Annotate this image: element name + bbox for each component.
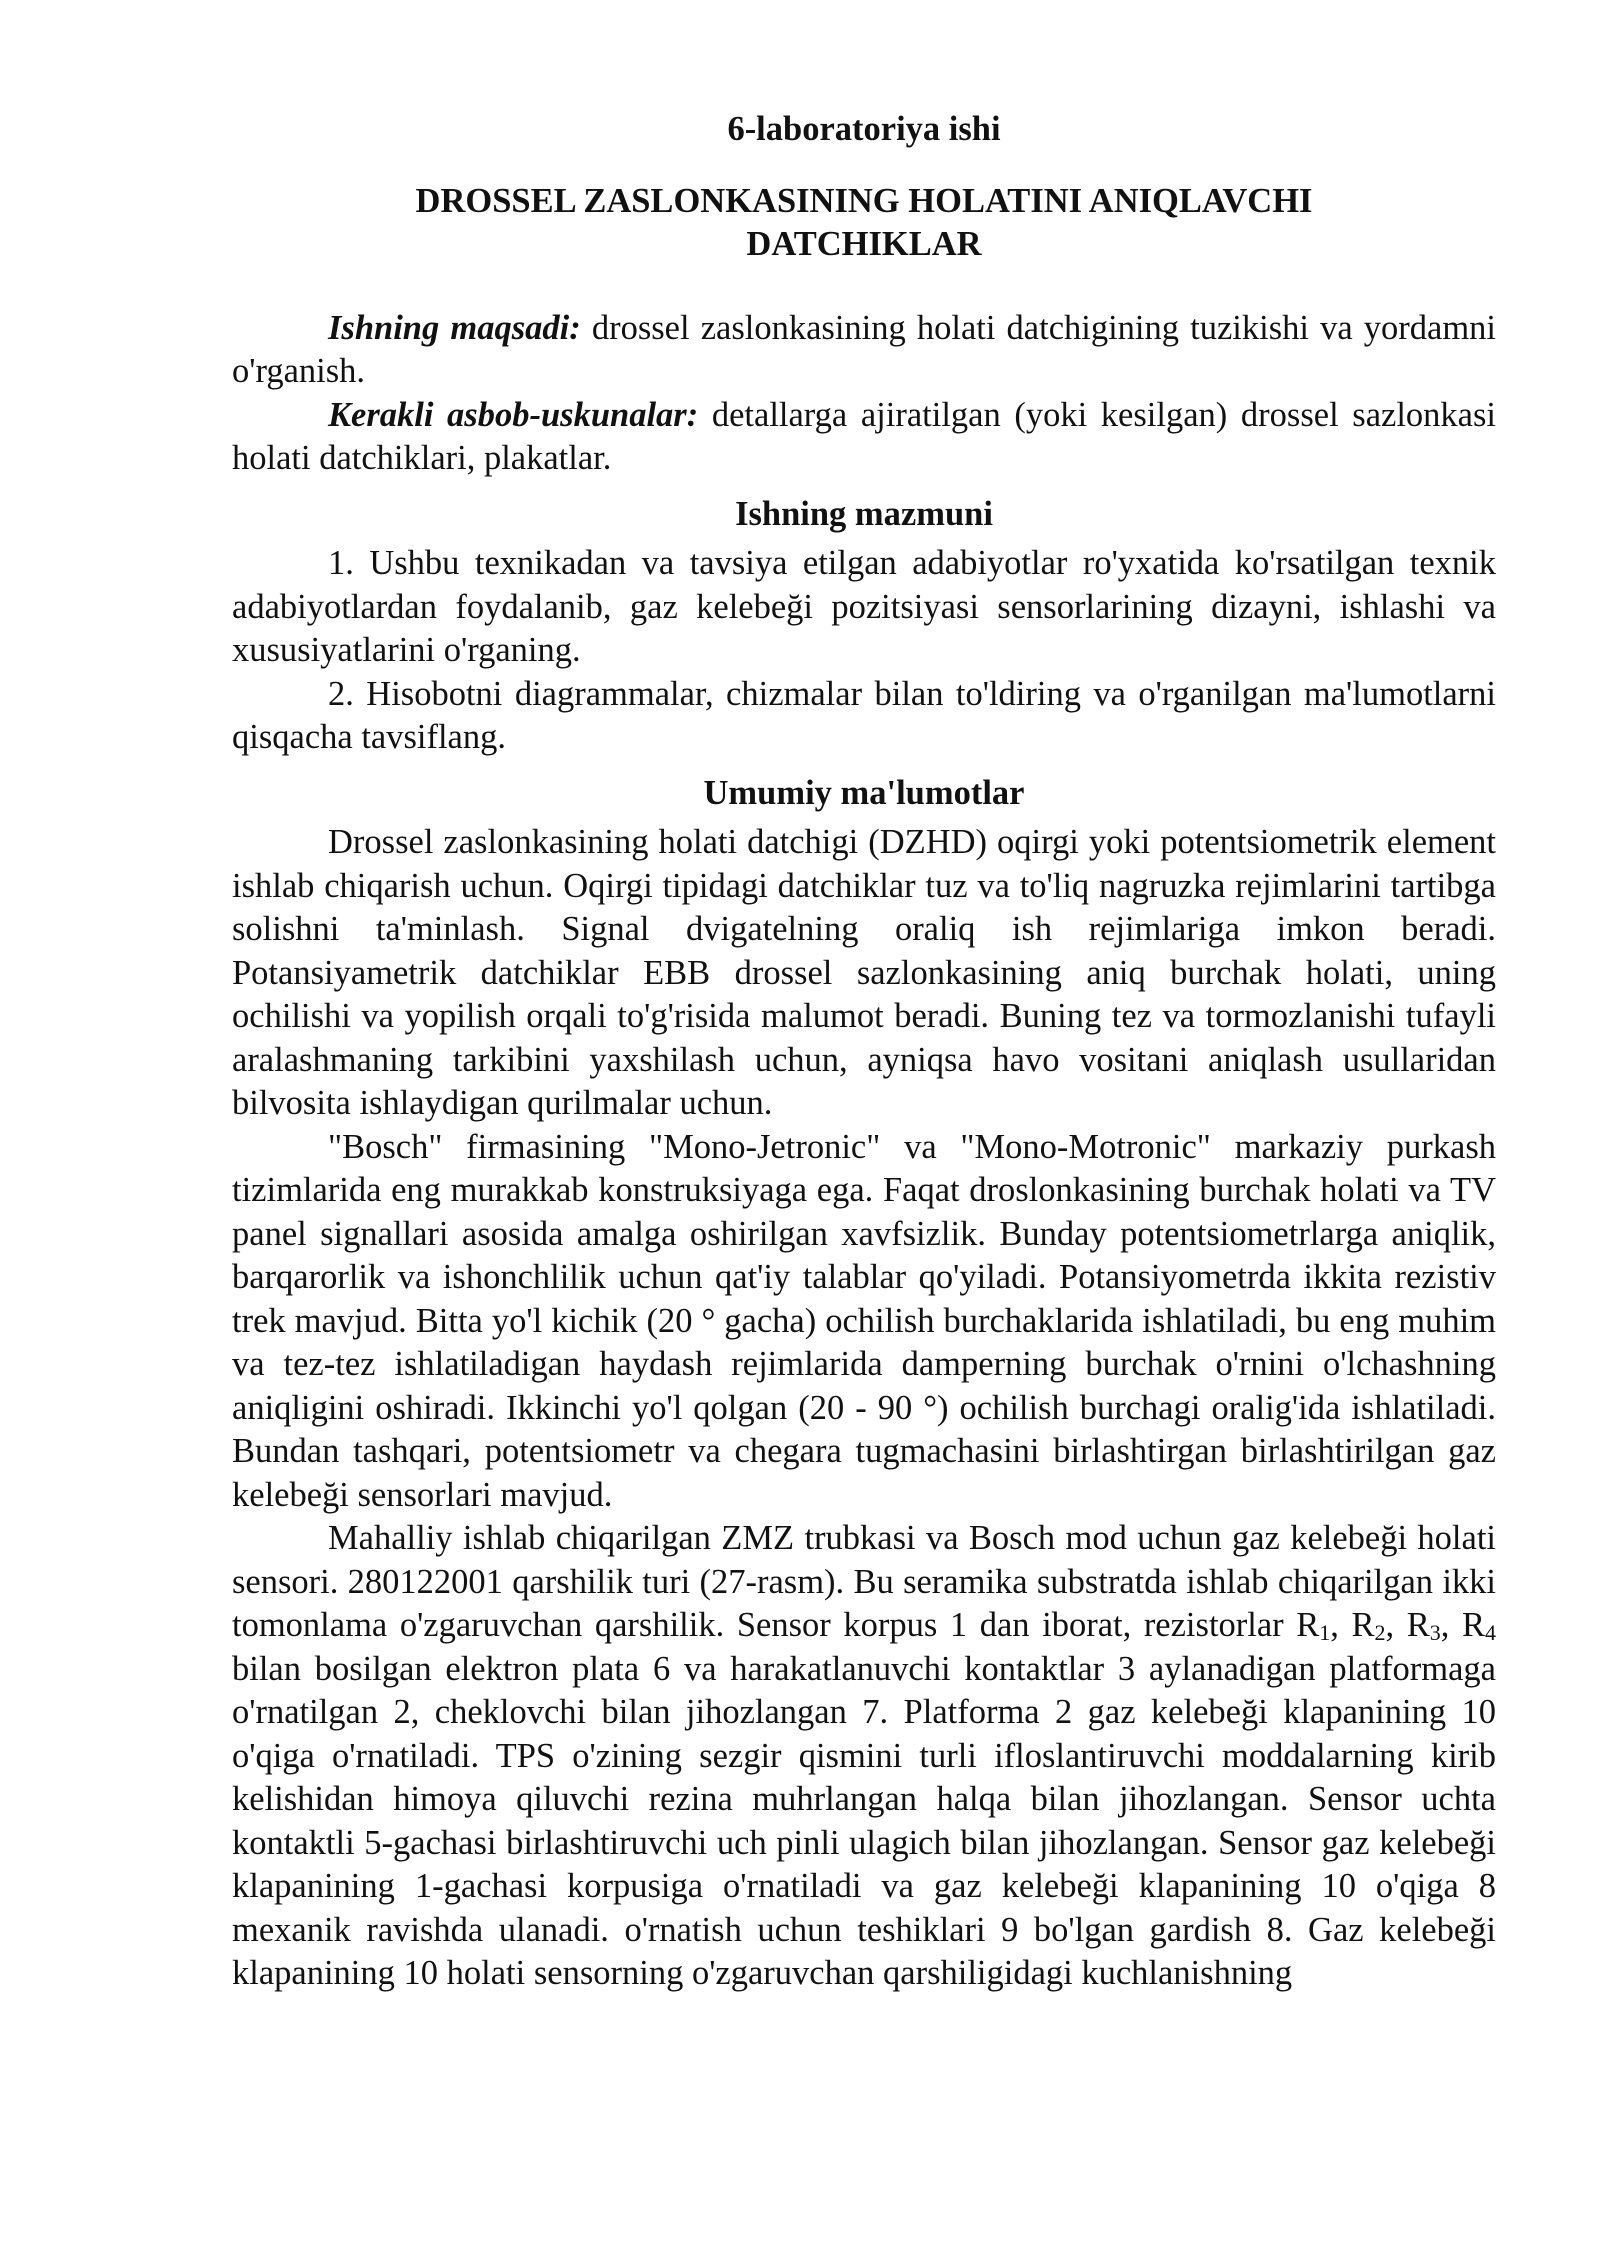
subscript-4: 4 (1485, 1620, 1497, 1645)
lab-title: 6-laboratoriya ishi (727, 110, 1001, 148)
subscript-1: 1 (1319, 1620, 1331, 1645)
separator-1: , R (1330, 1606, 1375, 1644)
main-title-line-2: DATCHIKLAR (746, 225, 982, 263)
separator-2: , R (1385, 1606, 1430, 1644)
paragraph-2: "Bosch" firmasining "Mono-Jetronic" va "Mono-Motronic" markaziy purkash tizimlarida eng murakkab konstruksiyaga ega. Faqat droslonkasining burchak holati va TV panel signallari asosida amalga oshirilgan xavfsizlik. Bunday potentsiometrlarga aniqlik, barqarorlik va ishonchlilik uchun qat'iy talablar qo'yiladi. Potansiyometrda ikkita rezistiv trek mavjud. Bitta yo'l kichik (20 ° gacha) ochilish burchaklarida ishlatiladi, bu eng muhim va tez-tez ishlatiladigan haydash rejimlarida damperning burchak o'rnini o'lchashning aniqligini oshiradi. Ikkinchi yo'l qolgan (20 - 90 °) ochilish burchagi oralig'ida ishlatiladi. Bundan tashqari, potentsiometr va chegara tugmachasini birlashtirgan birlashtirilgan gaz kelebeği sensorlari mavjud. (232, 1127, 1496, 1514)
paragraph-3-part-b: bilan bosilgan elektron plata 6 va harakatlanuvchi kontaktlar 3 aylanadigan platformaga o'rnatilgan 2, cheklovchi bilan jihozlangan 7. Platforma 2 gaz kelebeği klapanining 10 o'qiga o'rnatiladi. TPS o'zining sezgir qismini turli ifloslantiruvchi moddalarning kirib kelishidan himoya qiluvchi rezina muhrlangan halqa bilan jihozlangan. Sensor uchta kontaktli 5-gachasi birlashtiruvchi uch pinli ulagich bilan jihozlangan. Sensor gaz kelebeği klapanining 1-gachasi korpusiga o'rnatiladi va gaz kelebeği klapanining 10 o'qiga 8 mexanik ravishda ulanadi. o'rnatish uchun teshiklari 9 bo'lgan gardish 8. Gaz kelebeği klapanining 10 holati sensorning o'zgaruvchan qarshiligidagi kuchlanishning (232, 1649, 1496, 1992)
step-2: 2. Hisobotni diagrammalar, chizmalar bilan to'ldiring va o'rganilgan ma'lumotlarni qisqacha tavsiflang. (232, 674, 1496, 756)
general-heading: Umumiy ma'lumotlar (703, 773, 1025, 812)
paragraph-3-part-a: Mahalliy ishlab chiqarilgan ZMZ trubkasi va Bosch mod uchun gaz kelebeği holati sensori. 280122001 qarshilik turi (27-rasm). Bu seramika substratda ishlab chiqarilgan ikki tomonlama o'zgaruvchan qarshilik. Sensor korpus 1 dan iborat, rezistorlar R (232, 1519, 1496, 1644)
content-heading: Ishning mazmuni (735, 494, 993, 533)
purpose-label: Ishning maqsadi: (328, 308, 581, 347)
main-title-line-1: DROSSEL ZASLONKASINING HOLATINI ANIQLAVCHI (415, 181, 1313, 220)
main-title (232, 180, 1496, 267)
subscript-2: 2 (1374, 1620, 1386, 1645)
separator-3: , R (1440, 1606, 1486, 1644)
step-1: 1. Ushbu texnikadan va tavsiya etilgan adabiyotlar ro'yxatida ko'rsatilgan texnik adabiyotlardan foydalanib, gaz kelebeği pozitsiyasi sensorlarining dizayni, ishlashi va xususiyatlarini o'rganing. (232, 544, 1496, 669)
paragraph-3 (232, 1517, 1496, 1996)
subscript-3: 3 (1429, 1620, 1441, 1645)
paragraph-1: Drossel zaslonkasining holati datchigi (DZHD) oqirgi yoki potentsiometrik element ishlab chiqarish uchun. Oqirgi tipidagi datchiklar tuz va to'liq nagruzka rejimlarini tartibga solishni ta'minlash. Signal dvigatelning oraliq ish rejimlariga imkon beradi. Potansiyametrik datchiklar EBB drossel sazlonkasining aniq burchak holati, uning ochilishi va yopilish orqali to'g'risida malumot beradi. Buning tez va tormozlanishi tufayli aralashmaning tarkibini yaxshilash uchun, ayniqsa havo vositani aniqlash usullaridan bilvosita ishlaydigan qurilmalar uchun. (232, 823, 1496, 1122)
equipment-text: detallarga ajiratilgan (yoki kesilgan) drossel sazlonkasi holati datchiklari, plakatlar. (232, 395, 1496, 477)
equipment-paragraph (232, 394, 1496, 481)
document-page (232, 108, 1496, 1996)
purpose-text: drossel zaslonkasining holati datchigining tuzikishi va yordamni o'rganish. (232, 308, 1496, 390)
purpose-paragraph (232, 307, 1496, 394)
equipment-label: Kerakli asbob-uskunalar: (328, 395, 699, 434)
